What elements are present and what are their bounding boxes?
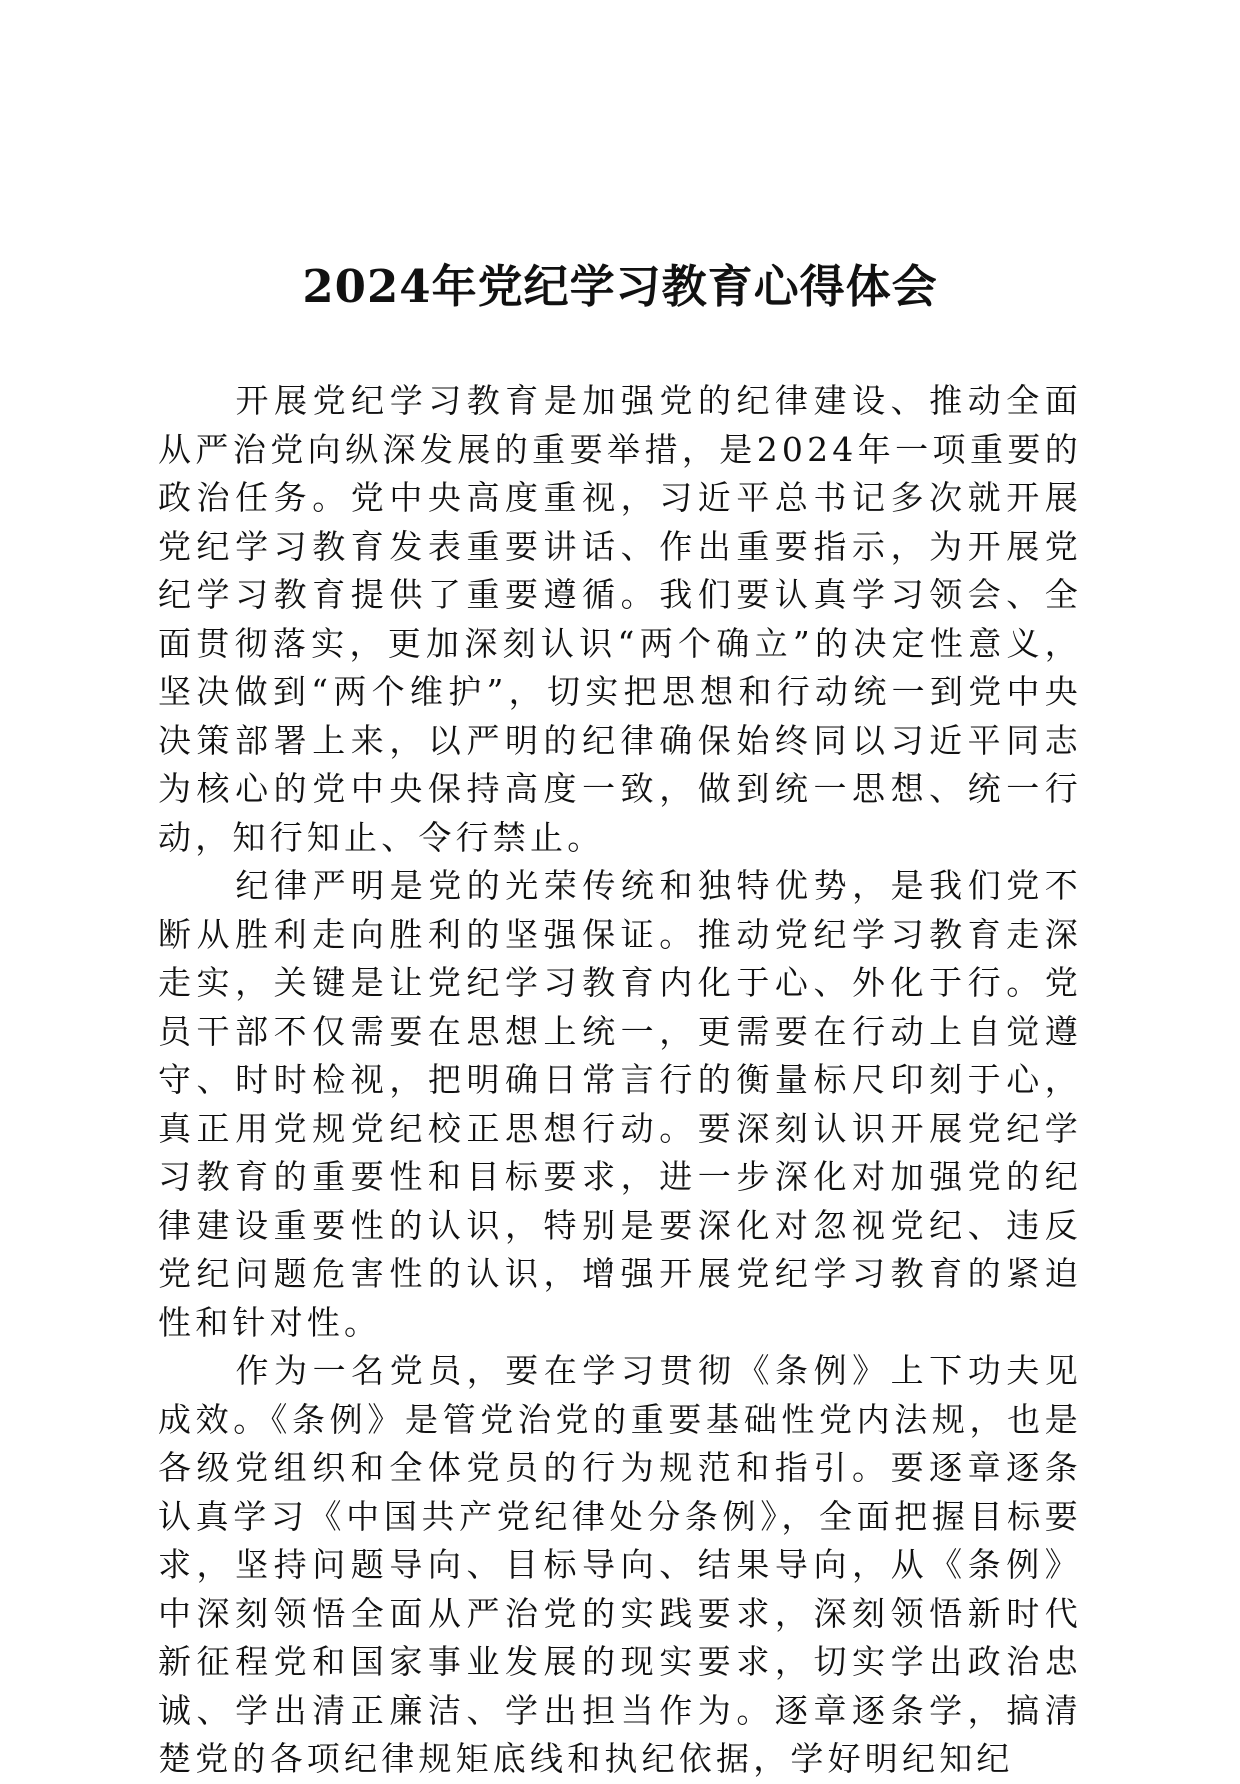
paragraph-1: 开展党纪学习教育是加强党的纪律建设、推动全面从严治党向纵深发展的重要举措，是2024年一项重要的政治任务。党中央高度重视，习近平总书记多次就开展党纪学习教育发表重要讲话、作出重要指示，为开展党纪学习教育提供了重要遵循。我们要认真学习领会、全面贯彻落实，更加深刻认识“两个确立”的决定性意义，坚决做到“两个维护”，切实把思想和行动统一到党中央决策部署上来，以严明的纪律确保始终同以习近平同志为核心的党中央保持高度一致，做到统一思想、统一行动，知行知止、令行禁止。 <box>158 381 1082 857</box>
paragraph-2: 纪律严明是党的光荣传统和独特优势，是我们党不断从胜利走向胜利的坚强保证。推动党纪学习教育走深走实，关键是让党纪学习教育内化于心、外化于行。党员干部不仅需要在思想上统一，更需要在行动上自觉遵守、时时检视，把明确日常言行的衡量标尺印刻于心，真正用党规党纪校正思想行动。要深刻认识开展党纪学习教育的重要性和目标要求，进一步深化对加强党的纪律建设重要性的认识，特别是要深化对忽视党纪、违反党纪问题危害性的认识，增强开展党纪学习教育的紧迫性和针对性。 <box>158 866 1082 1342</box>
document-title: 2024年党纪学习教育心得体会 <box>302 260 938 313</box>
paragraph-3: 作为一名党员，要在学习贯彻《条例》上下功夫见成效。《条例》是管党治党的重要基础性党内法规，也是各级党组织和全体党员的行为规范和指引。要逐章逐条认真学习《中国共产党纪律处分条例》，全面把握目标要求，坚持问题导向、目标导向、结果导向，从《条例》中深刻领悟全面从严治党的实践要求，深刻领悟新时代新征程党和国家事业发展的现实要求，切实学出政治忠诚、学出清正廉洁、学出担当作为。逐章逐条学，搞清楚党的各项纪律规矩底线和执纪依据，学好明纪知纪 <box>158 1351 1082 1778</box>
document-body <box>158 377 1082 1784</box>
